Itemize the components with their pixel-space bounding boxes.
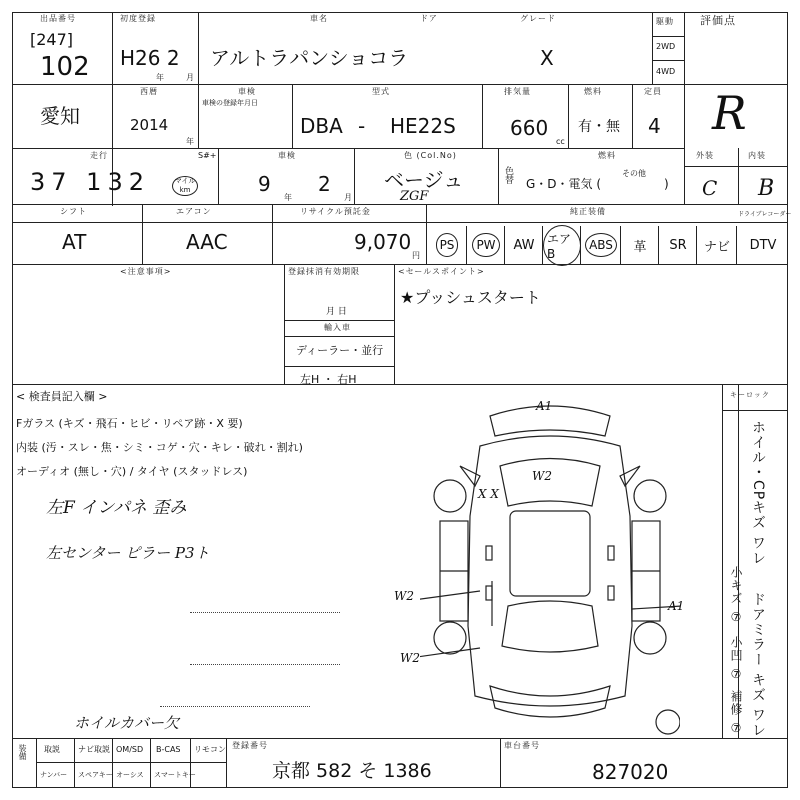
lot-number: 102 [40,52,90,82]
fuel-label: 燃料 [584,87,602,96]
mark-w2-left: W2 [394,589,414,603]
fuel2-label: 燃料 [598,151,616,160]
equipment-label-2: AW [513,237,535,253]
equipment-label-4: ABS [585,233,617,257]
shaken-year-unit: 年 [284,193,292,202]
exterior-label: 外装 [696,151,714,160]
displacement: 660 [510,116,549,140]
fuel-other: その他 [622,169,646,178]
footer-spare-key: スペアキー [78,771,113,779]
footer-smart-key: スマートキー [154,771,196,779]
equipment-item-5 [620,226,659,264]
reg-number: 京都 582 そ 1386 [272,760,432,782]
drive-2wd: 2WD [656,42,676,51]
chassis-number-label: 車台番号 [504,741,540,750]
sales-point: ★プッシュスタート [400,288,541,307]
shaken-label: 車検 [238,87,256,96]
import-label: 輸入車 [324,323,351,332]
equipment-label-6: SR [669,237,687,253]
car-name: アルトラパンショコラ [210,46,409,70]
drive-recorder-label: ドライブレコーダー [738,211,792,218]
equipment-item-2 [504,226,543,264]
capacity: 4 [648,114,661,138]
grade-label: グレード [520,14,556,23]
inspector-line-1: Fガラス (キズ・飛石・ヒビ・リペア跡・X 要) [16,417,243,430]
equipment-label-7: ナビ [703,239,730,255]
first-reg-month-unit: 月 [186,73,194,82]
mileage-label: 走行 [90,151,108,160]
model-year-label: 西暦 [140,87,158,96]
shift-label: シフト [60,207,87,216]
lot-no-label: 出品番号 [40,14,76,23]
inspector-line-2: 内装 (汚・スレ・焦・シミ・コゲ・穴・キレ・破れ・割れ) [16,441,303,454]
footer-osis: オーシス [116,771,144,779]
shaken-month: 2 [318,172,331,196]
reg-number-label: 登録番号 [232,741,268,750]
inspector-title: < 検査員記入欄 > [16,390,108,403]
caution-label: <注意事項> [120,267,172,276]
import-side: 左H ・ 右H [300,373,357,386]
displacement-label: 排気量 [504,87,531,96]
meter-expiry-label: 登録抹消有効期限 [288,267,360,276]
mark-a1-front: A1 [536,399,553,413]
mileage: 37 132 [30,168,150,196]
footer-bcas: B-CAS [156,745,181,754]
shaken-note: 車検の登録年月日 [202,99,258,107]
equipment-label-5: 革 [633,239,647,255]
mileage-note: S#+ [198,151,217,160]
color-note: ZGF [400,189,429,204]
right-col-wheel: ホイル・CPキズ ワレ [750,420,766,566]
right-col-repair: 補修 ⑦ [729,690,743,736]
shaken-year: 9 [258,172,271,196]
region: 愛知 [40,104,80,128]
mileage-unit: マイル km [172,176,198,196]
note-wheel-cover: ホイルカバー欠 [74,714,180,732]
recycle-unit: 円 [412,251,420,260]
fuel-value: 有・無 [578,119,620,135]
first-reg-unit: 年 [156,73,164,82]
shift: AT [62,230,87,254]
equipment-label-0: PS [436,233,459,257]
grade: X [540,46,554,70]
equipment-item-6 [658,226,697,264]
exterior-grade: C [702,176,718,200]
capacity-label: 定員 [644,87,662,96]
footer-manual: 取説 [44,745,60,754]
equipment-item-4 [580,226,621,264]
right-col-mirror: ドアミラー キズ ワレ [750,592,766,738]
drive-label: 駆動 [656,17,674,26]
score-label: 評価点 [700,14,736,27]
right-col-small-dent: 小凹 ⑦ [729,636,743,682]
fuel-close: ) [664,177,669,191]
aircon: AAC [186,230,228,254]
car-name-label: 車名 [310,14,328,23]
equipment-item-8 [736,226,789,264]
door-label: ドア [420,14,438,23]
footer-own-label: 装備 [18,744,27,760]
model-code-dash: - [358,114,366,138]
equipment-item-3 [542,226,581,264]
mark-w2-roof: W2 [532,469,552,483]
model-code-label: 型式 [372,87,390,96]
bracket-number: [247] [30,30,74,49]
footer-number: ナンバー [40,771,68,779]
recycle-label: リサイクル預託金 [300,207,371,216]
aircon-label: エアコン [176,207,212,216]
footer-nav-manual: ナビ取説 [78,745,110,754]
equipment-label: 純正装備 [570,207,606,216]
first-reg-label: 初度登録 [120,14,156,23]
shaken-expiry-label: 車検 [278,151,296,160]
shaken-month-unit: 月 [344,193,352,202]
equipment-item-1 [466,226,505,264]
mark-a1-right: A1 [668,599,685,613]
interior-grade: B [758,176,775,201]
displacement-unit: cc [556,137,565,146]
color-label: 色 (Col.No) [404,151,457,160]
equipment-item-7 [696,226,737,264]
fuel-options: G・D・電気 ( [526,177,602,191]
interior-label: 内装 [748,151,766,160]
car-damage-diagram [420,396,680,736]
color: ベージュ [384,168,464,192]
import-dealer: ディーラー・並行 [296,344,384,357]
mark-xx: X X [478,487,499,501]
recycle-fee: 9,070 [354,230,412,254]
footer-remote: リモコン [194,745,226,754]
drive-4wd: 4WD [656,67,676,76]
equipment-label-1: PW [472,233,499,257]
note-center-pillar: 左センター ピラー P3ト [46,544,210,562]
note-instrument-panel: 左F インパネ 歪み [46,498,187,518]
equipment-label-8: DTV [749,237,777,253]
key-lock-label: キーロック [730,391,770,399]
model-code: HE22S [390,114,456,138]
model-year: 2014 [130,116,169,134]
score-value: R [712,86,747,140]
equipment-label-3: エアB [543,225,581,266]
inspector-line-3: オーディオ (無し・穴) / タイヤ (スタッドレス) [16,465,248,478]
sales-point-label: <セールスポイント> [398,267,485,276]
first-registration: H26 2 [120,46,180,70]
meter-expiry-day: 月 日 [326,307,347,317]
model-code-prefix: DBA [300,114,343,138]
chassis-number: 827020 [592,760,669,784]
equipment-item-0 [428,226,466,264]
right-col-small-scratch: 小キズ ⑦ [729,566,743,625]
mark-w2-bottom-left: W2 [400,651,420,665]
color-change-label: 色替 [503,166,513,184]
model-year-unit: 年 [186,137,194,146]
footer-om-sd: OM/SD [116,745,144,754]
